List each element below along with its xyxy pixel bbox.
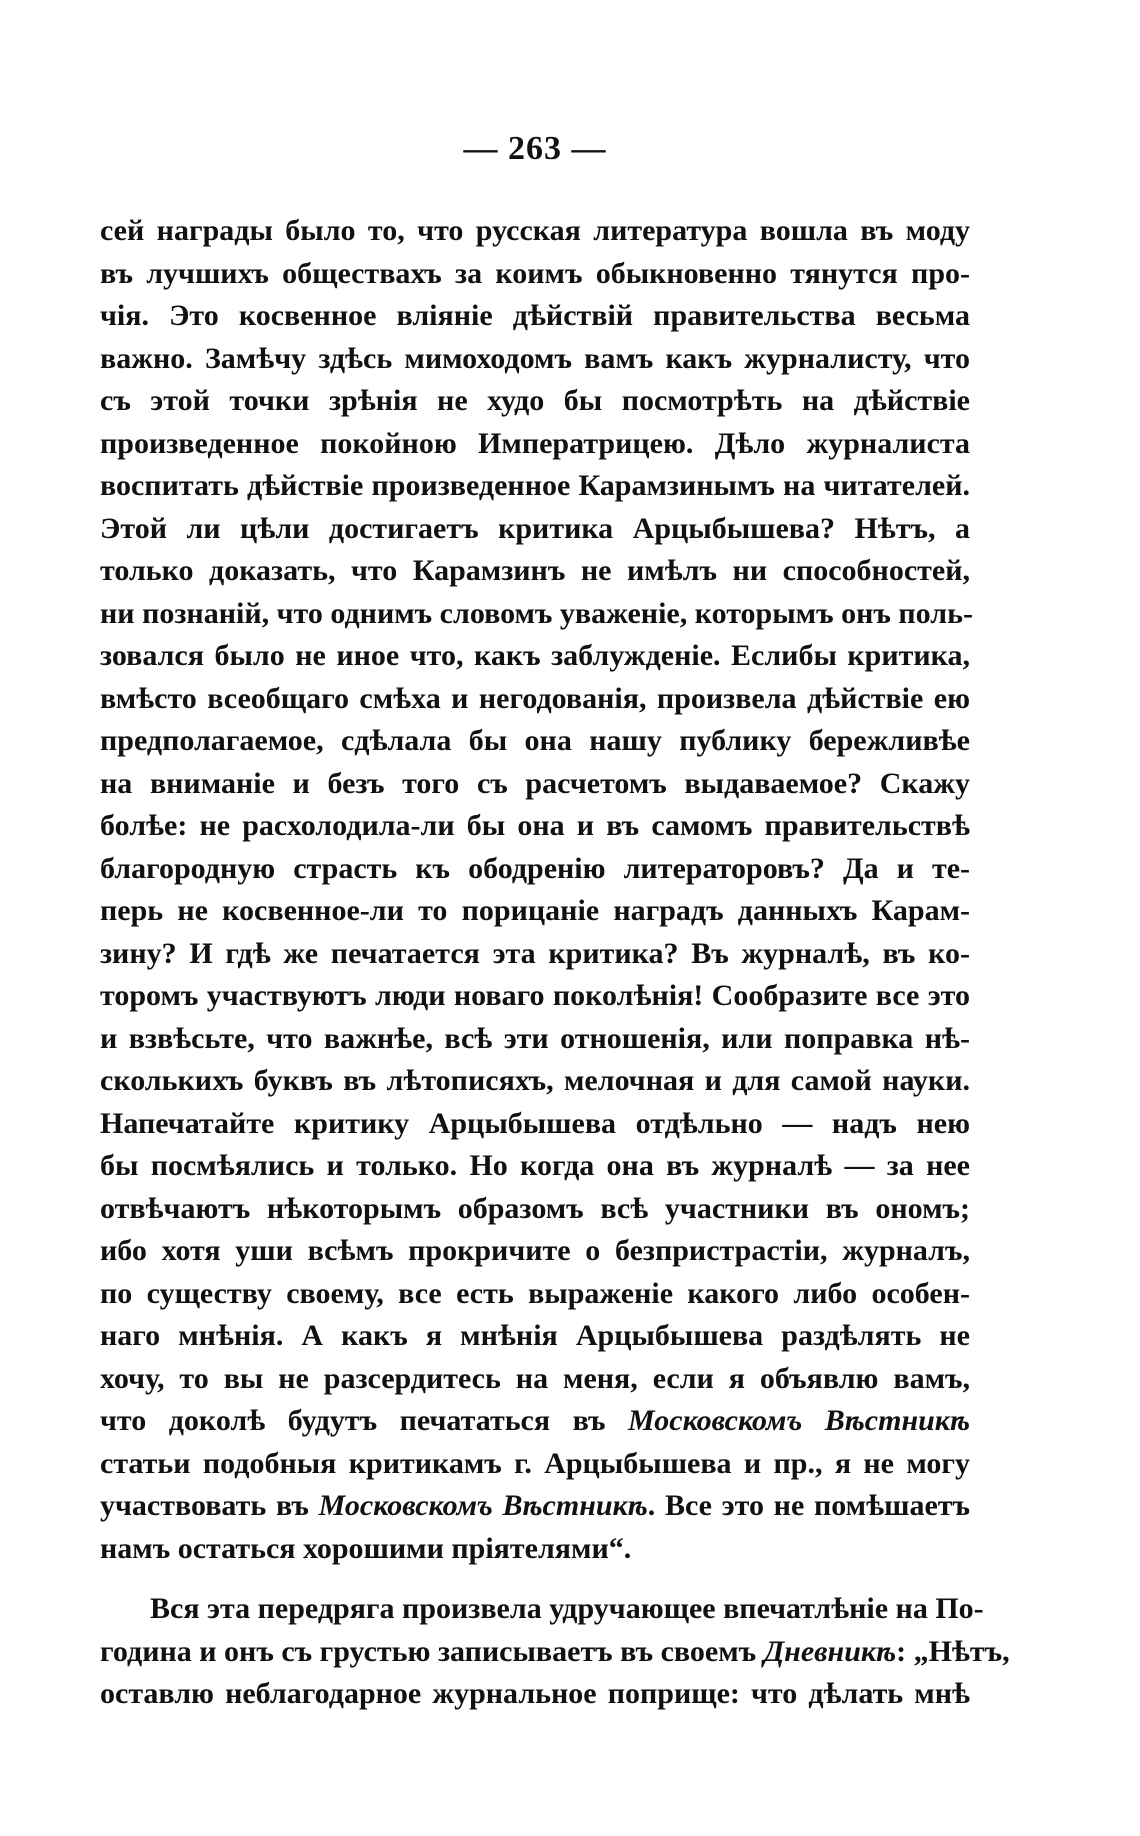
journal-title-italic: Московскомъ Вѣстникѣ xyxy=(318,1489,648,1522)
text-line: перь не косвенное-ли то порицаніе наградъ данныхъ Карам- xyxy=(100,894,970,927)
text-line: зину? И гдѣ же печатается эта критика? Въ журналѣ, въ ко- xyxy=(100,936,970,970)
diary-title-italic: Дневникѣ xyxy=(763,1634,897,1668)
text-line: оставлю неблагодарное журнальное поприще: что дѣлать мнѣ xyxy=(100,1677,970,1710)
text-line: благородную страсть къ ободренію литераторовъ? Да и те- xyxy=(100,851,970,885)
paragraph-gap xyxy=(100,1570,970,1588)
text-line: сколькихъ буквъ въ лѣтописяхъ, мелочная и для самой науки. xyxy=(100,1064,970,1097)
text-line: и взвѣсьте, что важнѣе, всѣ эти отношенія, или поправка нѣ- xyxy=(100,1021,970,1055)
body-text xyxy=(100,210,1010,1716)
text-line: хочу, то вы не разсердитесь на меня, если я объявлю вамъ, xyxy=(100,1361,970,1395)
text-line: по существу своему, все есть выраженіе какого либо особен- xyxy=(100,1276,970,1310)
text-line xyxy=(100,1485,970,1528)
text-fragment: . Все это не помѣшаетъ xyxy=(647,1489,970,1522)
text-line: только доказать, что Карамзинъ не имѣлъ ни способностей, xyxy=(100,554,970,587)
text-line: болѣе: не расхолодила-ли бы она и въ самомъ правительствѣ xyxy=(100,809,970,842)
text-fragment: участвовать въ xyxy=(100,1489,319,1522)
journal-title-italic: Московскомъ Вѣстникѣ xyxy=(628,1404,970,1437)
text-line: чія. Это косвенное вліяніе дѣйствій правительства весьма xyxy=(100,299,970,332)
text-line: торомъ участвуютъ люди новаго поколѣнія! Сообразите все это xyxy=(100,979,970,1012)
text-line: зовался было не иное что, какъ заблужденіе. Еслибы критика, xyxy=(100,639,970,672)
text-fragment: : „Нѣтъ, xyxy=(896,1634,1010,1668)
text-line: произведенное покойною Императрицею. Дѣло журналиста xyxy=(100,426,970,460)
text-line: отвѣчаютъ нѣкоторымъ образомъ всѣ участники въ ономъ; xyxy=(100,1191,970,1225)
text-fragment: что доколѣ будутъ печататься въ xyxy=(100,1404,629,1437)
text-line: Вся эта передряга произвела удручающее впечатлѣніе на По- xyxy=(150,1592,984,1625)
text-line: ни познаній, что однимъ словомъ уваженіе, которымъ онъ поль- xyxy=(100,596,973,630)
text-line: на вниманіе и безъ того съ расчетомъ выдаваемое? Скажу xyxy=(100,766,970,800)
paragraph-2 xyxy=(100,1588,1010,1716)
text-fragment: година и онъ съ грустью записываетъ въ своемъ xyxy=(100,1634,764,1668)
text-line: съ этой точки зрѣнія не худо бы посмотрѣть на дѣйствіе xyxy=(100,384,970,417)
text-line: Напечатайте критику Арцыбышева отдѣльно — надъ нею xyxy=(100,1106,970,1140)
text-line: воспитать дѣйствіе произведенное Карамзинымъ на читателей. xyxy=(100,469,970,502)
text-line xyxy=(100,1400,970,1443)
text-line: предполагаемое, сдѣлала бы она нашу публику бережливѣе xyxy=(100,724,970,757)
text-line xyxy=(100,1631,1010,1674)
text-line: въ лучшихъ обществахъ за коимъ обыкновенно тянутся про- xyxy=(100,256,970,290)
text-line: ибо хотя уши всѣмъ прокричите о безпристрастіи, журналъ, xyxy=(100,1234,970,1267)
paragraph-1 xyxy=(100,210,973,1570)
text-line: Этой ли цѣли достигаетъ критика Арцыбышева? Нѣтъ, а xyxy=(100,511,970,545)
text-line: намъ остаться хорошими пріятелями“. xyxy=(100,1531,632,1565)
page-number: — 263 — xyxy=(463,130,607,167)
text-line: сей награды было то, что русская литература вошла въ моду xyxy=(100,214,970,247)
text-line: важно. Замѣчу здѣсь мимоходомъ вамъ какъ журналисту, что xyxy=(100,341,970,375)
book-page xyxy=(100,0,1010,1836)
text-line: бы посмѣялись и только. Но когда она въ журналѣ — за нее xyxy=(100,1149,970,1182)
text-line: вмѣсто всеобщаго смѣха и негодованія, произвела дѣйствіе ею xyxy=(100,681,970,715)
text-line: статьи подобныя критикамъ г. Арцыбышева и пр., я не могу xyxy=(100,1446,970,1480)
text-line: наго мнѣнія. А какъ я мнѣнія Арцыбышева раздѣлять не xyxy=(100,1319,970,1352)
